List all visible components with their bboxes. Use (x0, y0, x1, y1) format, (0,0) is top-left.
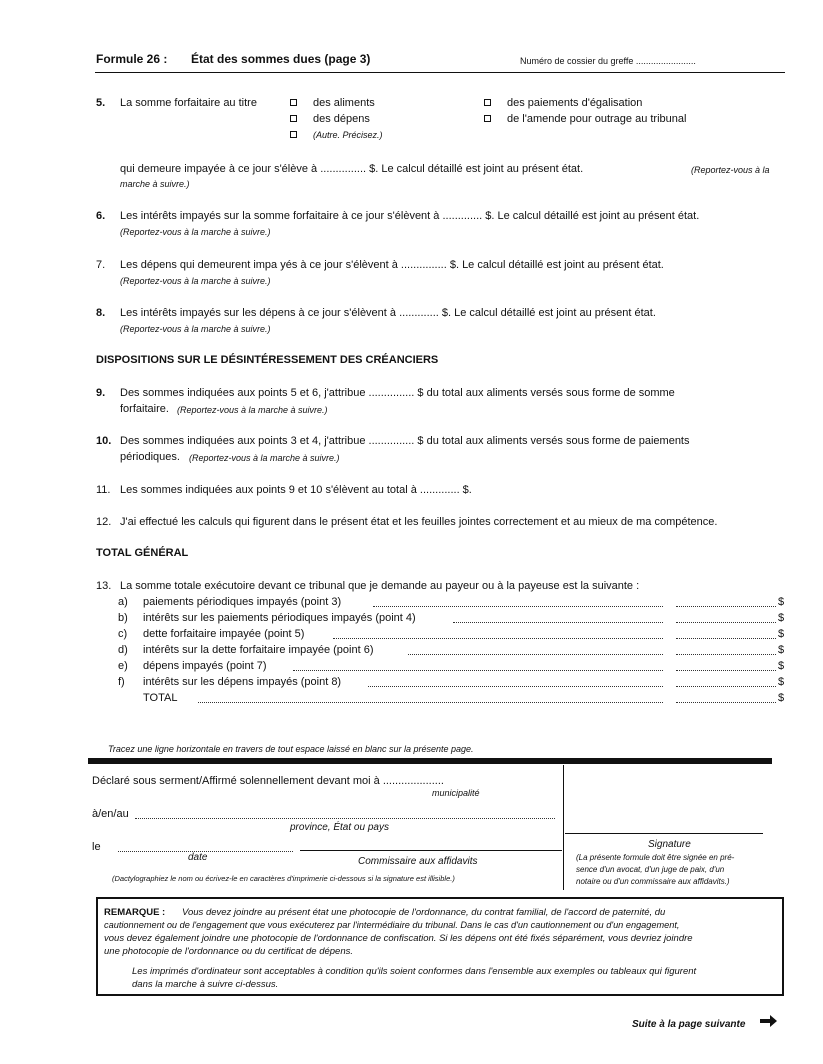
dot-leader (333, 638, 663, 639)
row-letter: c) (118, 628, 128, 640)
item7-note: (Reportez-vous à la marche à suivre.) (120, 276, 271, 286)
signature-note-1: (La présente formule doit être signée en pré- (576, 853, 735, 862)
option-amende: de l'amende pour outrage au tribunal (507, 113, 687, 125)
checkbox-egalisation[interactable] (484, 99, 491, 106)
option-depens: des dépens (313, 113, 370, 125)
amount-field[interactable] (676, 670, 776, 671)
currency-symbol: $ (778, 676, 785, 688)
item10-number: 10. (96, 435, 112, 447)
item5-number: 5. (96, 97, 106, 109)
item9-line2: forfaitaire. (120, 403, 169, 415)
header-rule (95, 72, 785, 73)
remark-line-4: une photocopie de l'ordonnance ou du certificat de dépens. (104, 946, 353, 957)
item10-line1: Des sommes indiquées aux points 3 et 4, j'attribue ............... $ du total aux aliments versés sous forme de paiements (120, 435, 690, 447)
remark-label: REMARQUE : (104, 907, 166, 918)
row-letter: f) (118, 676, 125, 688)
row-letter: e) (118, 660, 128, 672)
thick-divider (88, 758, 772, 764)
row-label: intérêts sur la dette forfaitaire impayée (point 6) (143, 644, 374, 656)
option-egalisation: des paiements d'égalisation (507, 97, 643, 109)
amount-field[interactable] (676, 638, 776, 639)
oath-vertical-divider (563, 765, 564, 890)
dot-leader (453, 622, 663, 623)
footer-next[interactable]: Suite à la page suivante (632, 1019, 746, 1030)
total-row (118, 612, 788, 628)
total-table (118, 596, 788, 708)
row-letter: d) (118, 644, 128, 656)
file-number-label[interactable]: Numéro de cossier du greffe ........................ (520, 56, 696, 66)
item5-line2: marche à suivre.) (120, 179, 190, 189)
currency-symbol: $ (778, 596, 785, 608)
option-autre: (Autre. Précisez.) (313, 130, 383, 140)
signature-label: Signature (648, 839, 691, 850)
oath-commissioner: Commissaire aux affidavits (358, 856, 478, 867)
right-arrow-icon[interactable] (760, 1014, 778, 1031)
total-row (118, 596, 788, 612)
row-letter: a) (118, 596, 128, 608)
item12-text: J'ai effectué les calculs qui figurent dans le présent état et les feuilles jointes correctement et au mieux de ma compétence. (120, 516, 718, 528)
remark-para2-line-2: dans la marche à suivre ci-dessus. (132, 979, 279, 990)
item6-number: 6. (96, 210, 106, 222)
total-row (118, 692, 788, 708)
signature-note-3: notaire ou d'un commissaire aux affidavits.) (576, 877, 730, 886)
amount-field[interactable] (676, 654, 776, 655)
item10-line2: périodiques. (120, 451, 180, 463)
section-dispositions: DISPOSITIONS SUR LE DÉSINTÉRESSEMENT DES CRÉANCIERS (96, 354, 439, 366)
currency-symbol: $ (778, 612, 785, 624)
at-field[interactable] (135, 818, 555, 819)
row-label: dette forfaitaire impayée (point 5) (143, 628, 305, 640)
option-aliments: des aliments (313, 97, 375, 109)
row-label: dépens impayés (point 7) (143, 660, 267, 672)
checkbox-depens[interactable] (290, 115, 297, 122)
item7-number: 7. (96, 259, 106, 271)
dot-leader (293, 670, 663, 671)
currency-symbol: $ (778, 628, 785, 640)
item6-text: Les intérêts impayés sur la somme forfaitaire à ce jour s'élèvent à ............. $. Le calcul détaillé est joint au présent état. (120, 210, 700, 222)
remark-line-3: vous devez également joindre une photocopie de l'ordonnance de confiscation. Si les dépens ont été fixés séparément, vous devriez joindre (104, 933, 693, 944)
item5-line1: qui demeure impayée à ce jour s'élève à ............... $. Le calcul détaillé est joint au présent état. (120, 163, 584, 175)
item9-note: (Reportez-vous à la marche à suivre.) (177, 405, 328, 415)
dot-leader (408, 654, 663, 655)
commissioner-line (300, 850, 562, 851)
remark-line-2: cautionnement ou de l'engagement que vous exécuterez par l'intermédiaire du tribunal. Dans le cas d'un cautionnement ou d'un engagement, (104, 920, 680, 930)
amount-field[interactable] (676, 622, 776, 623)
form-label: Formule 26 : (96, 52, 168, 66)
oath-le-label: le (92, 841, 101, 853)
item13-number: 13. (96, 580, 112, 592)
item6-note: (Reportez-vous à la marche à suivre.) (120, 227, 271, 237)
total-row (118, 644, 788, 660)
section-total: TOTAL GÉNÉRAL (96, 547, 189, 559)
form-title: État des sommes dues (page 3) (191, 52, 371, 66)
item5-label: La somme forfaitaire au titre (120, 97, 257, 109)
oath-date: date (188, 852, 208, 863)
item8-text: Les intérêts impayés sur les dépens à ce jour s'élèvent à ............. $. Le calcul détaillé est joint au présent état. (120, 307, 656, 319)
total-row (118, 628, 788, 644)
dot-leader (373, 606, 663, 607)
row-letter: b) (118, 612, 128, 624)
item5-note: (Reportez-vous à la (691, 165, 770, 175)
currency-symbol: $ (778, 644, 785, 656)
item12-number: 12. (96, 516, 112, 528)
item10-note: (Reportez-vous à la marche à suivre.) (189, 453, 340, 463)
oath-municipality: municipalité (432, 788, 480, 798)
item8-note: (Reportez-vous à la marche à suivre.) (120, 324, 271, 334)
item7-text: Les dépens qui demeurent impa yés à ce jour s'élèvent à ............... $. Le calcul détaillé est joint au présent état. (120, 259, 664, 271)
row-label: intérêts sur les dépens impayés (point 8) (143, 676, 342, 688)
dot-leader (198, 702, 663, 703)
remark-line-1: Vous devez joindre au présent état une photocopie de l'ordonnance, du contrat familial, de l'accord de paternité, du (182, 907, 666, 918)
oath-province: province, État ou pays (290, 822, 389, 833)
signature-note-2: sence d'un avocat, d'un juge de paix, d'un (576, 865, 725, 874)
row-label: intérêts sur les paiements périodiques impayés (point 4) (143, 612, 416, 624)
item13-intro: La somme totale exécutoire devant ce tribunal que je demande au payeur ou à la payeuse est la suivante : (120, 580, 640, 592)
amount-field[interactable] (676, 606, 776, 607)
oath-typing-note: (Dactylographiez le nom ou écrivez-le en caractères d'imprimerie ci-dessous si la signature est illisible.) (112, 874, 455, 883)
currency-symbol: $ (778, 660, 785, 672)
checkbox-autre[interactable] (290, 131, 297, 138)
checkbox-aliments[interactable] (290, 99, 297, 106)
checkbox-amende[interactable] (484, 115, 491, 122)
oath-at-label: à/en/au (92, 808, 129, 820)
currency-symbol: $ (778, 692, 785, 704)
item9-number: 9. (96, 387, 106, 399)
amount-field[interactable] (676, 686, 776, 687)
row-label: paiements périodiques impayés (point 3) (143, 596, 342, 608)
total-row (118, 660, 788, 676)
oath-declared[interactable]: Déclaré sous serment/Affirmé solennellement devant moi à .................... (92, 775, 444, 787)
item8-number: 8. (96, 307, 106, 319)
dot-leader (368, 686, 663, 687)
amount-field[interactable] (676, 702, 776, 703)
signature-line[interactable] (565, 833, 763, 834)
item11-number: 11. (96, 484, 111, 496)
item9-line1: Des sommes indiquées aux points 5 et 6, j'attribue ............... $ du total aux aliments versés sous forme de somme (120, 387, 675, 399)
instruction-line: Tracez une ligne horizontale en travers de tout espace laissé en blanc sur la présente page. (108, 744, 474, 754)
row-label: TOTAL (143, 692, 178, 704)
item11-text: Les sommes indiquées aux points 9 et 10 s'élèvent au total à ............. $. (120, 484, 472, 496)
total-row (118, 676, 788, 692)
remark-para2-line-1: Les imprimés d'ordinateur sont acceptables à condition qu'ils soient conformes dans l'ensemble aux exemples ou tableaux qui figurent (132, 966, 697, 977)
